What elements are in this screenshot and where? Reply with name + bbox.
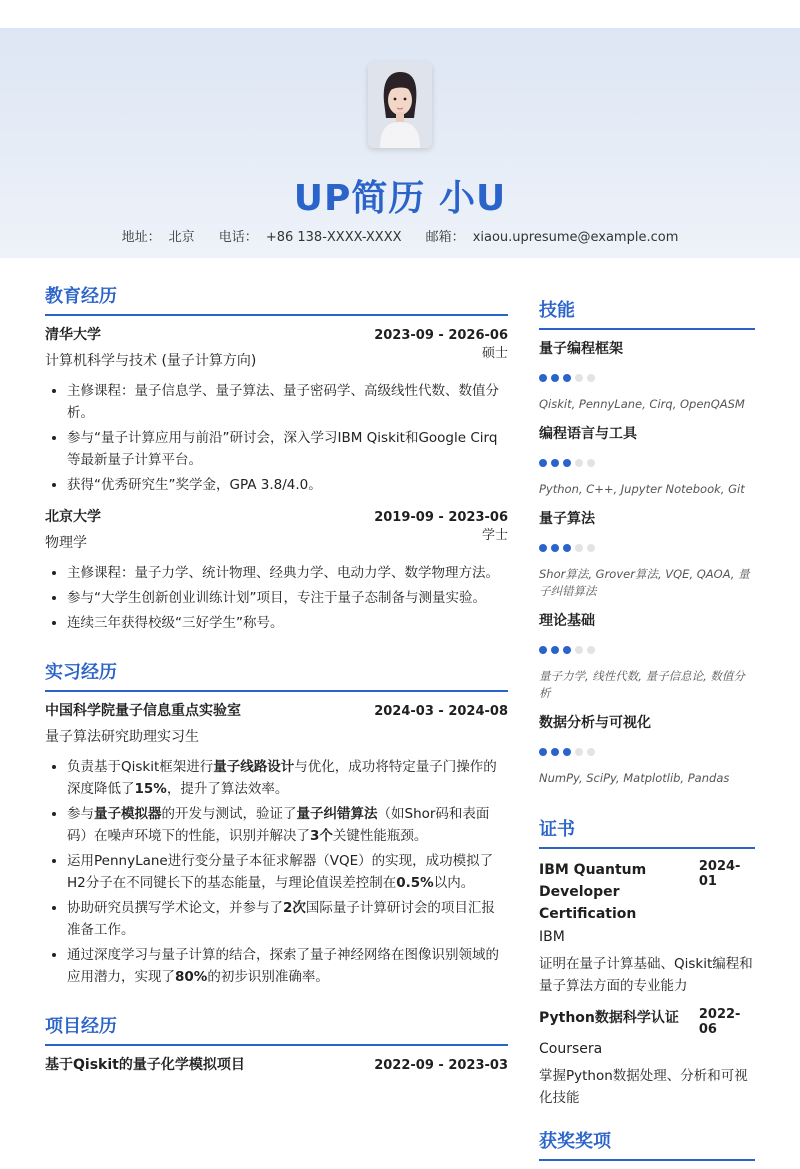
education-bullet: • 主修课程：量子信息学、量子算法、量子密码学、高级线性代数、数值分析。 — [67, 380, 508, 424]
education-bullet: • 主修课程：量子力学、统计物理、经典力学、电动力学、数学物理方法。 — [67, 562, 508, 584]
degree: 学士 — [481, 528, 508, 543]
internship-entry — [45, 700, 508, 988]
skill-item — [539, 423, 755, 498]
skills-list — [539, 338, 755, 787]
skill-level-dot — [575, 544, 583, 552]
skill-level-dot — [539, 646, 547, 654]
certificate-name: Python数据科学认证 — [539, 1010, 679, 1026]
education-date: 2019-09 - 2023-06 — [374, 510, 508, 525]
internship-bullet: • 通过深度学习与量子计算的结合，探索了量子神经网络在图像识别领域的应用潜力，实现了80%的初步识别准确率。 — [67, 944, 508, 988]
skill-level-dot — [551, 646, 559, 654]
skills-section-title: 技能 — [539, 296, 755, 330]
skill-name: 数据分析与可视化 — [539, 715, 651, 731]
skill-level-dot — [551, 374, 559, 382]
major: 计算机科学与技术 (量子计算方向) — [45, 353, 257, 369]
contact-address: 地址： 北京 — [121, 230, 195, 245]
profile-photo — [368, 62, 432, 148]
skill-level-dots — [539, 544, 755, 552]
internship-bullet: • 运用PennyLane进行变分量子本征求解器（VQE）的实现，成功模拟了H2分子在不同键长下的基态能量，与理论值误差控制在0.5%以内。 — [67, 850, 508, 894]
project-name: 基于Qiskit的量子化学模拟项目 — [45, 1057, 245, 1073]
job-role: 量子算法研究助理实习生 — [45, 729, 199, 745]
education-entry — [45, 324, 508, 496]
contact-phone: 电话： +86 138-XXXX-XXXX — [218, 230, 402, 245]
candidate-name: UP简历 小U — [293, 178, 507, 219]
company-name: 中国科学院量子信息重点实验室 — [45, 703, 241, 719]
skill-description: Python, C++, Jupyter Notebook, Git — [539, 482, 745, 496]
skill-level-dot — [563, 544, 571, 552]
education-bullet: • 连续三年获得校级“三好学生”称号。 — [67, 612, 508, 634]
education-section-title: 教育经历 — [45, 282, 508, 316]
skill-name: 理论基础 — [539, 613, 595, 629]
school-name: 北京大学 — [45, 509, 101, 525]
education-bullet: • 参与“大学生创新创业训练计划”项目，专注于量子态制备与测量实验。 — [67, 587, 508, 609]
contact-info — [0, 226, 800, 245]
main-column — [45, 282, 508, 1074]
skill-level-dot — [587, 459, 595, 467]
skill-level-dot — [539, 459, 547, 467]
skill-description: NumPy, SciPy, Matplotlib, Pandas — [539, 771, 730, 785]
projects-section-title: 项目经历 — [45, 1012, 508, 1046]
skill-level-dot — [575, 374, 583, 382]
certificate-name: IBM Quantum Developer Certification — [539, 862, 647, 922]
skill-level-dot — [575, 459, 583, 467]
certificate-date: 2024-01 — [698, 859, 741, 889]
skill-level-dot — [563, 374, 571, 382]
resume-header — [0, 28, 800, 258]
certificate-item — [539, 1007, 755, 1109]
skill-item — [539, 508, 755, 600]
certificate-item — [539, 859, 755, 997]
internship-bullet: • 协助研究员撰写学术论文，并参与了2次国际量子计算研讨会的项目汇报准备工作。 — [67, 897, 508, 941]
education-date: 2023-09 - 2026-06 — [374, 328, 508, 343]
skill-level-dot — [539, 544, 547, 552]
skill-level-dot — [587, 748, 595, 756]
certificates-section-title: 证书 — [539, 815, 755, 849]
internship-bullet: • 参与量子模拟器的开发与测试，验证了量子纠错算法（如Shor码和表面码）在噪声环境下的性能，识别并解决了3个关键性能瓶颈。 — [67, 803, 508, 847]
skill-level-dots — [539, 374, 755, 382]
side-column — [539, 296, 755, 1169]
skill-level-dot — [539, 374, 547, 382]
internship-section-title: 实习经历 — [45, 658, 508, 692]
skill-item — [539, 610, 755, 702]
skill-level-dot — [539, 748, 547, 756]
internship-bullet: • 负责基于Qiskit框架进行量子线路设计与优化，成功将特定量子门操作的深度降低了15%，提升了算法效率。 — [67, 756, 508, 800]
skill-description: Qiskit, PennyLane, Cirq, OpenQASM — [539, 397, 745, 411]
skill-level-dots — [539, 459, 755, 467]
certificate-issuer: IBM — [539, 929, 565, 945]
major: 物理学 — [45, 535, 87, 551]
skill-item — [539, 338, 755, 413]
skill-item — [539, 712, 755, 787]
skill-level-dot — [551, 748, 559, 756]
education-bullet: • 获得“优秀研究生”奖学金，GPA 3.8/4.0。 — [67, 474, 508, 496]
skill-level-dots — [539, 646, 755, 654]
project-date: 2022-09 - 2023-03 — [374, 1058, 508, 1073]
skill-level-dot — [587, 374, 595, 382]
portrait-avatar — [368, 62, 432, 148]
skill-level-dot — [587, 646, 595, 654]
degree: 硕士 — [481, 346, 508, 361]
skill-level-dot — [551, 459, 559, 467]
certificate-description: 掌握Python数据处理、分析和可视化技能 — [539, 1068, 748, 1106]
contact-email: 邮箱： xiaou.upresume@example.com — [425, 230, 679, 245]
skill-name: 量子编程框架 — [539, 341, 623, 357]
skill-level-dot — [563, 459, 571, 467]
skill-name: 编程语言与工具 — [539, 426, 637, 442]
education-bullet: • 参与“量子计算应用与前沿”研讨会，深入学习IBM Qiskit和Google Cirq等最新量子计算平台。 — [67, 427, 508, 471]
skill-name: 量子算法 — [539, 511, 595, 527]
skill-level-dot — [587, 544, 595, 552]
skill-description: Shor算法, Grover算法, VQE, QAOA, 量子纠错算法 — [539, 567, 750, 598]
skill-level-dot — [575, 646, 583, 654]
project-entry — [45, 1054, 508, 1074]
skill-description: 量子力学, 线性代数, 量子信息论, 数值分析 — [539, 669, 745, 700]
skill-level-dots — [539, 748, 755, 756]
education-entry — [45, 506, 508, 634]
internship-date: 2024-03 - 2024-08 — [374, 704, 508, 719]
awards-section-title: 获奖奖项 — [539, 1127, 755, 1161]
skill-level-dot — [551, 544, 559, 552]
certificate-issuer: Coursera — [539, 1041, 603, 1057]
skill-level-dot — [575, 748, 583, 756]
skill-level-dot — [563, 646, 571, 654]
certificate-date: 2022-06 — [698, 1007, 741, 1037]
school-name: 清华大学 — [45, 327, 101, 343]
certificate-description: 证明在量子计算基础、Qiskit编程和量子算法方面的专业能力 — [539, 956, 753, 994]
skill-level-dot — [563, 748, 571, 756]
